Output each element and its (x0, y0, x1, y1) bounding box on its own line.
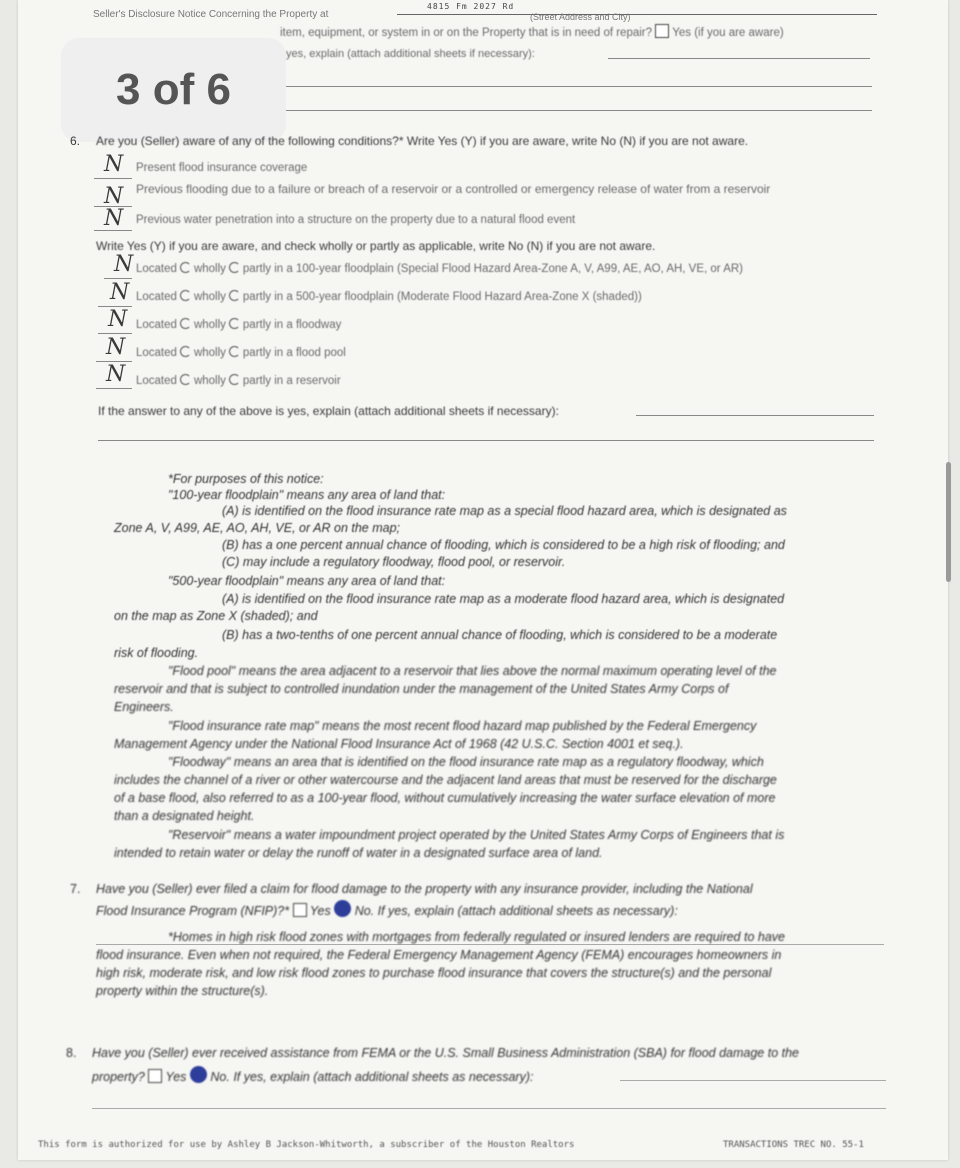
def-line: *For purposes of this notice: (168, 472, 324, 486)
sec8-rule-1 (620, 1080, 886, 1081)
def-line: (A) is identified on the flood insurance rate map as a moderate flood hazard area, which is designated (222, 592, 785, 606)
sec6-answer-3[interactable]: N (104, 206, 124, 231)
def-line: Management Agency under the National Flood Insurance Act of 1968 (42 U.S.C. Section 4001 et seq.). (114, 737, 684, 751)
footer-left: This form is authorized for use by Ashley B Jackson-Whitworth, a subscriber of the Houston Realtors (38, 1140, 575, 1150)
def-line: (B) has a two-tenths of one percent annual chance of flooding, which is considered to be a moderate (222, 628, 778, 642)
wholly-radio-1[interactable] (180, 262, 191, 273)
sec6-explain: If the answer to any of the above is yes, explain (attach additional sheets if necessary): (98, 404, 559, 418)
sec6-item-3: Previous water penetration into a structure on the property due to a natural flood event (136, 214, 576, 226)
located-row-1: Located wholly partly in a 100-year floodplain (Special Flood Hazard Area-Zone A, V, A99, AE, AO, AH, VE, or AR) (136, 263, 744, 275)
address-rule (397, 14, 877, 15)
wholly-radio-4[interactable] (180, 346, 191, 357)
def-line: "Flood pool" means the area adjacent to a reservoir that lies above the normal maximum operating level of the (168, 664, 777, 678)
sec5-yes-checkbox[interactable] (655, 24, 669, 38)
sec7-rule (96, 944, 884, 945)
sec7-number: 7. (70, 882, 81, 896)
sec6-item-1: Present flood insurance coverage (136, 162, 308, 174)
sec6-explain-rule-2 (98, 440, 874, 441)
sec7-yes-checkbox[interactable] (293, 903, 307, 917)
sec7-line1: Have you (Seller) ever filed a claim for flood damage to the property with any insurance provider, including the National (96, 882, 753, 896)
def-line: Engineers. (114, 700, 174, 714)
wholly-radio-3[interactable] (180, 318, 191, 329)
scrollbar-thumb[interactable] (946, 462, 951, 582)
located-answer-5[interactable]: N (106, 362, 126, 387)
property-address: 4815 Fm 2027 Rd (427, 2, 515, 11)
def-line: "Reservoir" means a water impoundment project operated by the United States Army Corps of Engineers that is (168, 828, 785, 842)
wholly-radio-2[interactable] (180, 290, 191, 301)
sec6-answer-2[interactable]: N (104, 184, 124, 209)
def-line: "500-year floodplain" means any area of land that: (168, 574, 446, 588)
sec7-note-line: property within the structure(s). (96, 984, 269, 998)
sec6-explain-rule-1 (636, 415, 874, 416)
sec7-note-line: *Homes in high risk flood zones with mortgages from federally regulated or insured lenders are required to have (168, 930, 785, 944)
form-header (75, 2, 935, 26)
def-line: includes the channel of a river or other watercourse and the adjacent land areas that must be reserved for the discharge (114, 773, 777, 787)
sec8-line1: Have you (Seller) ever received assistance from FEMA or the U.S. Small Business Administration (SBA) for flood damage to the (92, 1046, 800, 1060)
located-row-2: Located wholly partly in a 500-year floodplain (Moderate Flood Hazard Area-Zone X (shaded)) (136, 291, 642, 303)
sec6-item-2: Previous flooding due to a failure or breach of a reservoir or a controlled or emergency release of water from a reservoir (136, 182, 771, 196)
footer-right: TRANSACTIONS TREC NO. 55-1 (723, 1140, 864, 1150)
sec8-number: 8. (66, 1046, 77, 1060)
located-row-4: Located wholly partly in a flood pool (136, 347, 346, 359)
sec6-answer-1[interactable]: N (104, 152, 124, 177)
located-answer-4[interactable]: N (106, 335, 126, 360)
def-line: "Flood insurance rate map" means the most recent flood hazard map published by the Federal Emergency (168, 719, 757, 733)
def-line: than a designated height. (114, 809, 255, 823)
sec8-rule-2 (92, 1108, 886, 1109)
def-line: (B) has a one percent annual chance of flooding, which is considered to be a high risk of flooding; and (222, 538, 785, 552)
sec5-rule-1 (608, 58, 870, 59)
sec8-yes-checkbox[interactable] (148, 1069, 162, 1083)
def-line: risk of flooding. (114, 646, 199, 660)
sec5-rule-2 (286, 86, 872, 87)
def-line: of a base flood, also referred to as a 100-year flood, without cumulatively increasing the water surface elevation of more (114, 791, 776, 805)
form-title: Seller's Disclosure Notice Concerning the Property at (93, 9, 329, 20)
wholly-radio-5[interactable] (180, 374, 191, 385)
page-counter-overlay (61, 38, 286, 142)
sec5-line1: item, equipment, or system in or on the Property that is in need of repair? Yes (if you are aware) (280, 24, 784, 39)
sec6-instruction: Write Yes (Y) if you are aware, and check wholly or partly as applicable, write No (N) if you are not aware. (96, 239, 656, 253)
sec7-note-line: flood insurance. Even when not required, the Federal Emergency Management Agency (FEMA) encourages homeowners in (96, 948, 782, 962)
partly-radio-5[interactable] (229, 374, 240, 385)
sec6-question: Are you (Seller) aware of any of the following conditions?* Write Yes (Y) if you are aware, write No (N) if you are not aware. (96, 134, 749, 148)
sec7-note-line: high risk, moderate risk, and low risk flood zones to purchase flood insurance that covers the structure(s) and the personal (96, 966, 772, 980)
page-counter: 3 of 6 (116, 65, 231, 114)
partly-radio-4[interactable] (229, 346, 240, 357)
def-line: (A) is identified on the flood insurance rate map as a special flood hazard area, which is designated as (222, 504, 787, 518)
sec6-number: 6. (70, 134, 81, 148)
sec8-line2: property? Yes No. If yes, explain (attach additional sheets as necessary): (92, 1066, 533, 1084)
sec5-rule-3 (286, 110, 872, 111)
def-line: "100-year floodplain" means any area of land that: (168, 488, 446, 502)
def-line: intended to retain water or delay the runoff of water in a designated surface area of land. (114, 846, 603, 860)
partly-radio-1[interactable] (229, 262, 240, 273)
located-row-3: Located wholly partly in a floodway (136, 319, 342, 331)
located-row-5: Located wholly partly in a reservoir (136, 375, 341, 387)
def-line: (C) may include a regulatory floodway, flood pool, or reservoir. (222, 555, 566, 569)
sec7-line2: Flood Insurance Program (NFIP)?* Yes No. If yes, explain (attach additional sheets as necessary): (96, 900, 678, 918)
def-line: reservoir and that is subject to controlled inundation under the management of the United States Army Corps of (114, 682, 729, 696)
def-line: "Floodway" means an area that is identified on the flood insurance rate map as a regulatory floodway, which (168, 755, 764, 769)
sec8-no-checkbox-checked[interactable] (190, 1066, 207, 1083)
located-answer-3[interactable]: N (108, 307, 128, 332)
def-line: Zone A, V, A99, AE, AO, AH, VE, or AR on the map; (114, 521, 401, 535)
partly-radio-2[interactable] (229, 290, 240, 301)
def-line: on the map as Zone X (shaded); and (114, 609, 318, 623)
located-answer-1[interactable]: N (114, 252, 134, 277)
partly-radio-3[interactable] (229, 318, 240, 329)
sec7-no-checkbox-checked[interactable] (334, 900, 351, 917)
sec5-line2: yes, explain (attach additional sheets if necessary): (286, 48, 535, 60)
address-caption: (Street Address and City) (530, 12, 631, 22)
located-answer-2[interactable]: N (110, 280, 130, 305)
